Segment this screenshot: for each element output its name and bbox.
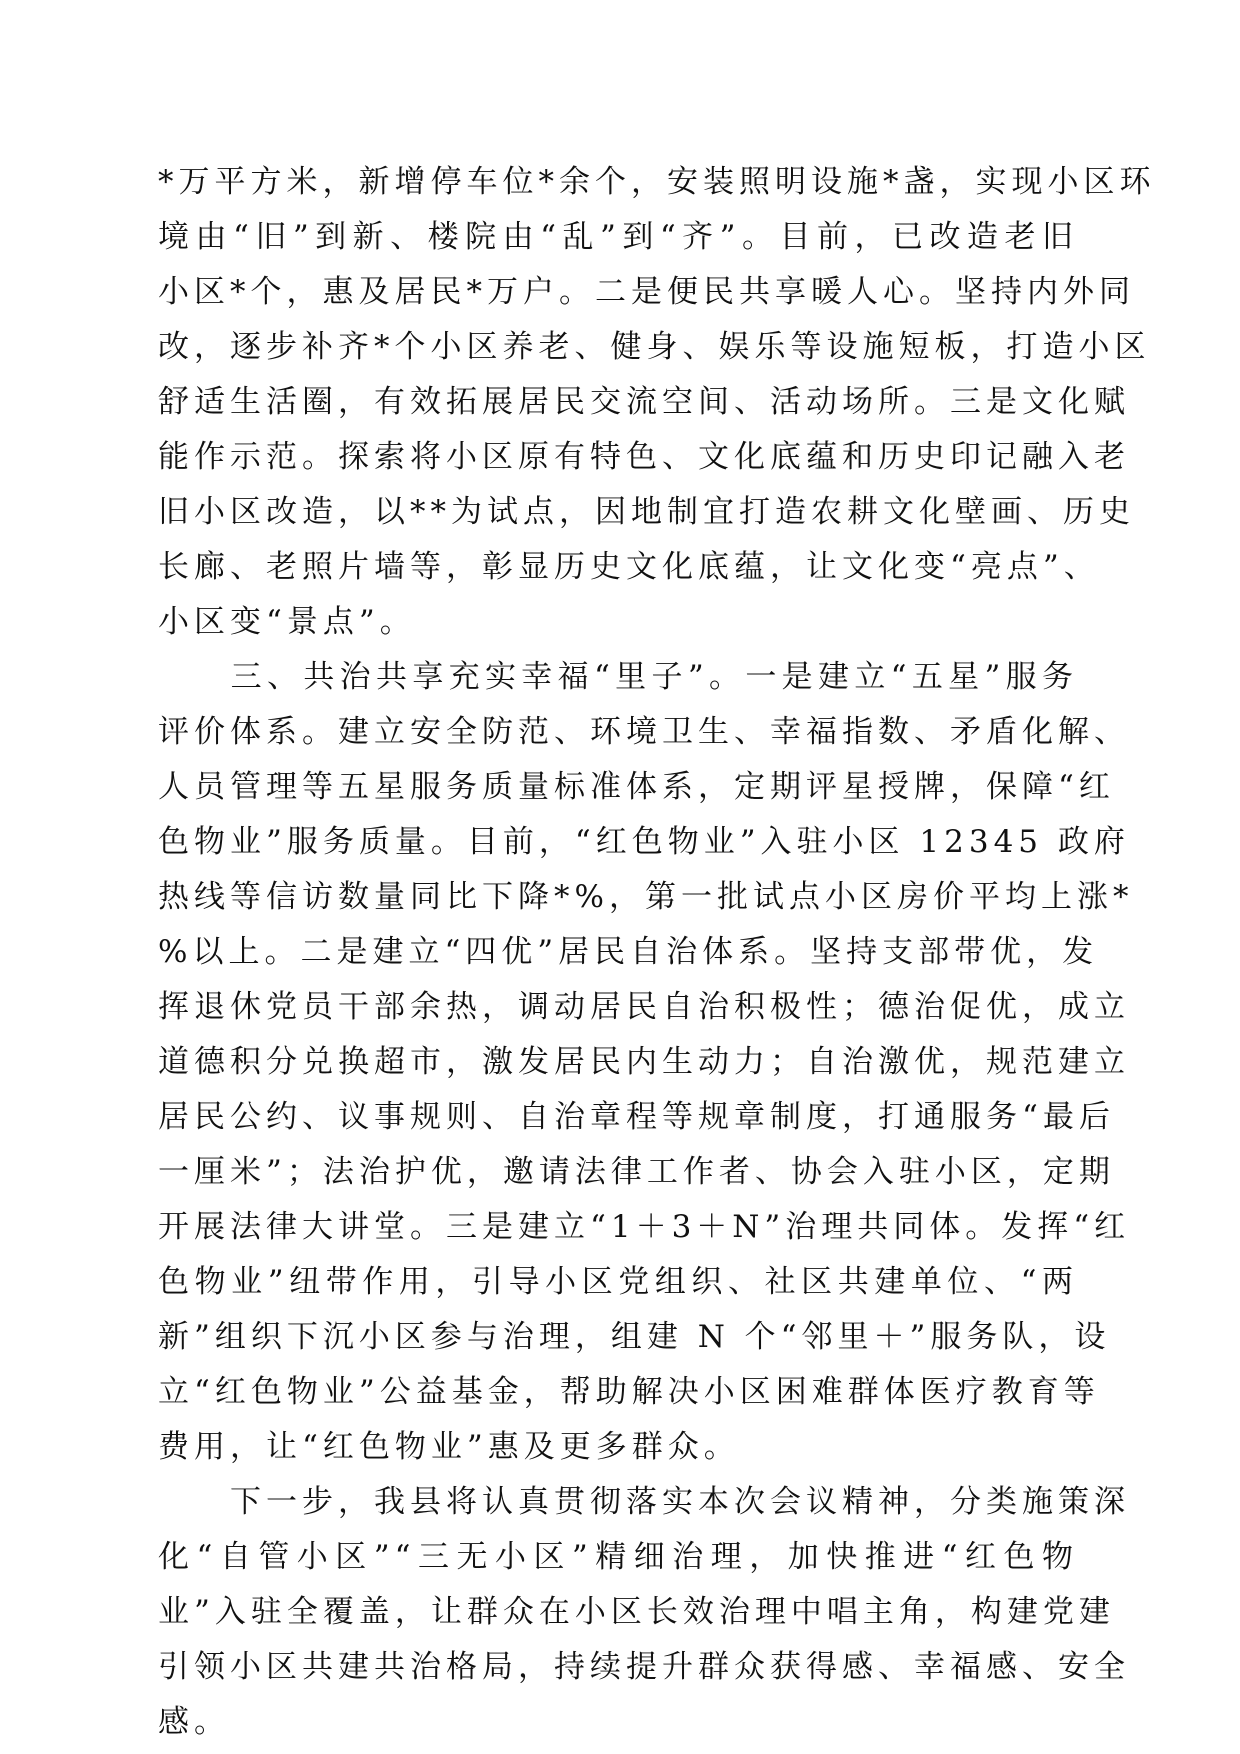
text-line: 小区*个，惠及居民*万户。二是便民共享暖人心。坚持内外同 <box>158 274 1135 310</box>
text-line: 人员管理等五星服务质量标准体系，定期评星授牌，保障“红 <box>158 769 1115 805</box>
text-line: 改，逐步补齐*个小区养老、健身、娱乐等设施短板，打造小区 <box>158 329 1151 365</box>
text-line: 道德积分兑换超市，激发居民内生动力；自治激优，规范建立 <box>158 1044 1130 1080</box>
text-line: 能作示范。探索将小区原有特色、文化底蕴和历史印记融入老 <box>158 439 1130 475</box>
text-line: 新”组织下沉小区参与治理，组建 N 个“邻里＋”服务队，设 <box>158 1319 1111 1355</box>
text-line: 一厘米”；法治护优，邀请法律工作者、协会入驻小区，定期 <box>158 1154 1115 1190</box>
paragraph <box>158 650 1134 1475</box>
text-line: %以上。二是建立“四优”居民自治体系。坚持支部带优，发 <box>158 934 1099 970</box>
paragraph <box>158 155 1156 650</box>
text-line: 小区变“景点”。 <box>158 604 416 640</box>
text-line: 色物业”纽带作用，引导小区党组织、社区共建单位、“两 <box>158 1264 1078 1300</box>
text-line: 感。 <box>158 1704 230 1740</box>
text-line: 立“红色物业”公益基金，帮助解决小区困难群体医疗教育等 <box>158 1374 1100 1410</box>
document-body <box>158 155 1156 1750</box>
text-line: 化“自管小区”“三无小区”精细治理，加快推进“红色物 <box>158 1539 1078 1575</box>
text-line: 下一步，我县将认真贯彻落实本次会议精神，分类施策深 <box>158 1484 1130 1520</box>
text-line: 旧小区改造，以**为试点，因地制宜打造农耕文化壁画、历史 <box>158 494 1135 530</box>
text-line: 费用，让“红色物业”惠及更多群众。 <box>158 1429 740 1465</box>
text-line: 居民公约、议事规则、自治章程等规章制度，打通服务“最后 <box>158 1099 1115 1135</box>
text-line: 长廊、老照片墙等，彰显历史文化底蕴，让文化变“亮点”、 <box>158 549 1100 585</box>
text-line: 业”入驻全覆盖，让群众在小区长效治理中唱主角，构建党建 <box>158 1594 1115 1630</box>
text-line: 开展法律大讲堂。三是建立“1＋3＋N”治理共同体。发挥“红 <box>158 1209 1131 1245</box>
text-line: 舒适生活圈，有效拓展居民交流空间、活动场所。三是文化赋 <box>158 384 1130 420</box>
text-line: 色物业”服务质量。目前，“红色物业”入驻小区 12345 政府 <box>158 824 1130 860</box>
text-line: 境由“旧”到新、楼院由“乱”到“齐”。目前，已改造老旧 <box>158 219 1078 255</box>
text-line: 热线等信访数量同比下降*%，第一批试点小区房价平均上涨* <box>158 879 1134 915</box>
text-line: 评价体系。建立安全防范、环境卫生、幸福指数、矛盾化解、 <box>158 714 1130 750</box>
text-line: 三、共治共享充实幸福“里子”。一是建立“五星”服务 <box>158 659 1078 695</box>
text-line: 挥退休党员干部余热，调动居民自治积极性；德治促优，成立 <box>158 989 1130 1025</box>
paragraph <box>158 1475 1130 1750</box>
text-line: 引领小区共建共治格局，持续提升群众获得感、幸福感、安全 <box>158 1649 1130 1685</box>
text-line: *万平方米，新增停车位*余个，安装照明设施*盏，实现小区环 <box>158 164 1156 200</box>
